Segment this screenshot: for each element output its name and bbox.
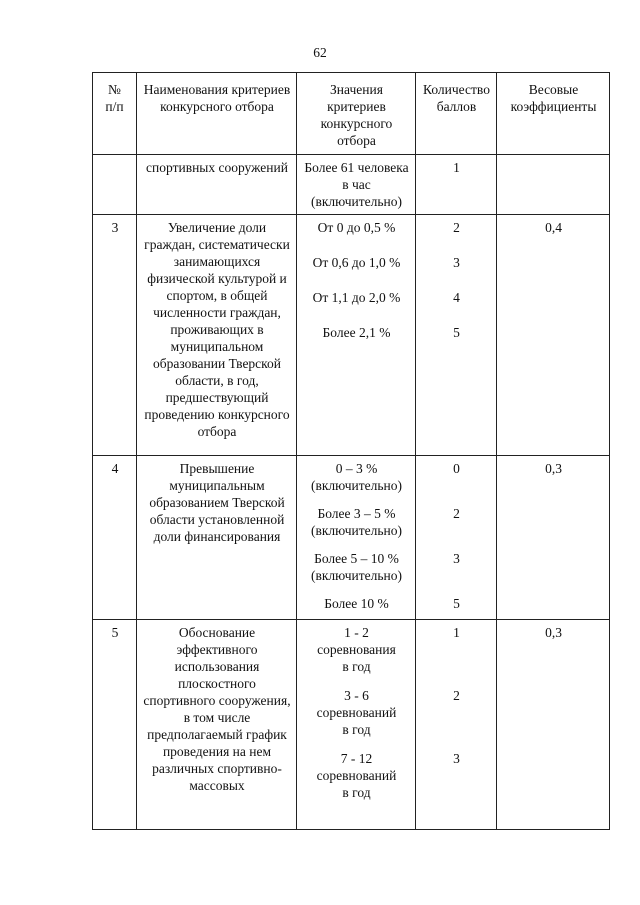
criterion-value: Более 3 – 5 % (включительно) bbox=[310, 506, 402, 538]
points-value: 1 bbox=[453, 625, 460, 640]
table-row bbox=[93, 456, 610, 620]
row-number: 4 bbox=[93, 456, 137, 620]
points-value: 2 bbox=[453, 220, 460, 235]
row-number: 5 bbox=[93, 620, 137, 830]
points-value: 4 bbox=[453, 290, 460, 305]
points-value: 3 bbox=[453, 551, 460, 566]
header-values: Значения критериев конкурсного отбора bbox=[297, 73, 416, 155]
criterion-value: Более 5 – 10 % (включительно) bbox=[310, 551, 402, 583]
header-num: № п/п bbox=[93, 73, 137, 155]
points-value: 2 bbox=[453, 688, 460, 703]
criterion-value: 1 - 2 соревнования в год bbox=[317, 625, 396, 674]
criterion-value: Более 10 % bbox=[324, 596, 389, 611]
criterion-value: 7 - 12 соревнований в год bbox=[316, 751, 397, 800]
row-number bbox=[93, 155, 137, 215]
criterion-value: Более 61 человека в час (включительно) bbox=[304, 160, 409, 209]
criterion-values bbox=[297, 155, 416, 215]
criterion-weight bbox=[497, 155, 610, 215]
criterion-value: От 0,6 до 1,0 % bbox=[312, 255, 401, 270]
points-value: 2 bbox=[453, 506, 460, 521]
table-row bbox=[93, 620, 610, 830]
points-value: 5 bbox=[453, 325, 460, 340]
criterion-name: Увеличение доли граждан, систематически занимающихся физической культурой и спортом, в общей численности граждан, проживающих в муниципальном образовании Тверской области, в год, предшествующий проведению конкурсного отбора bbox=[137, 215, 297, 456]
criterion-points bbox=[416, 215, 497, 456]
points-value: 5 bbox=[453, 596, 460, 611]
criteria-table bbox=[92, 72, 610, 830]
table-row bbox=[93, 215, 610, 456]
criterion-value: От 0 до 0,5 % bbox=[317, 220, 396, 235]
criterion-points bbox=[416, 155, 497, 215]
table-header-row bbox=[93, 73, 610, 155]
page-number: 62 bbox=[313, 45, 327, 60]
criterion-weight: 0,4 bbox=[497, 215, 610, 456]
criterion-value: Более 2,1 % bbox=[322, 325, 391, 340]
criterion-values bbox=[297, 456, 416, 620]
criterion-points bbox=[416, 456, 497, 620]
points-value: 3 bbox=[453, 751, 460, 766]
header-weights: Весовые коэффициенты bbox=[497, 73, 610, 155]
criterion-value: 3 - 6 соревнований в год bbox=[316, 688, 397, 737]
points-value: 0 bbox=[453, 461, 460, 476]
criterion-values bbox=[297, 620, 416, 830]
criterion-values bbox=[297, 215, 416, 456]
criterion-value: 0 – 3 % (включительно) bbox=[310, 461, 402, 493]
criterion-value: От 1,1 до 2,0 % bbox=[312, 290, 401, 305]
points-value: 1 bbox=[453, 160, 460, 175]
header-name: Наименования критериев конкурсного отбора bbox=[137, 73, 297, 155]
criterion-name: Превышение муниципальным образованием Тверской области установленной доли финансирования bbox=[137, 456, 297, 620]
criterion-name: Обоснование эффективного использования плоскостного спортивного сооружения, в том числе предполагаемый график проведения на нем различных спортивно-массовых bbox=[137, 620, 297, 830]
criterion-weight: 0,3 bbox=[497, 456, 610, 620]
header-points: Количество баллов bbox=[416, 73, 497, 155]
row-number: 3 bbox=[93, 215, 137, 456]
criterion-weight: 0,3 bbox=[497, 620, 610, 830]
table-row bbox=[93, 155, 610, 215]
criterion-points bbox=[416, 620, 497, 830]
criterion-name: спортивных сооружений bbox=[137, 155, 297, 215]
points-value: 3 bbox=[453, 255, 460, 270]
